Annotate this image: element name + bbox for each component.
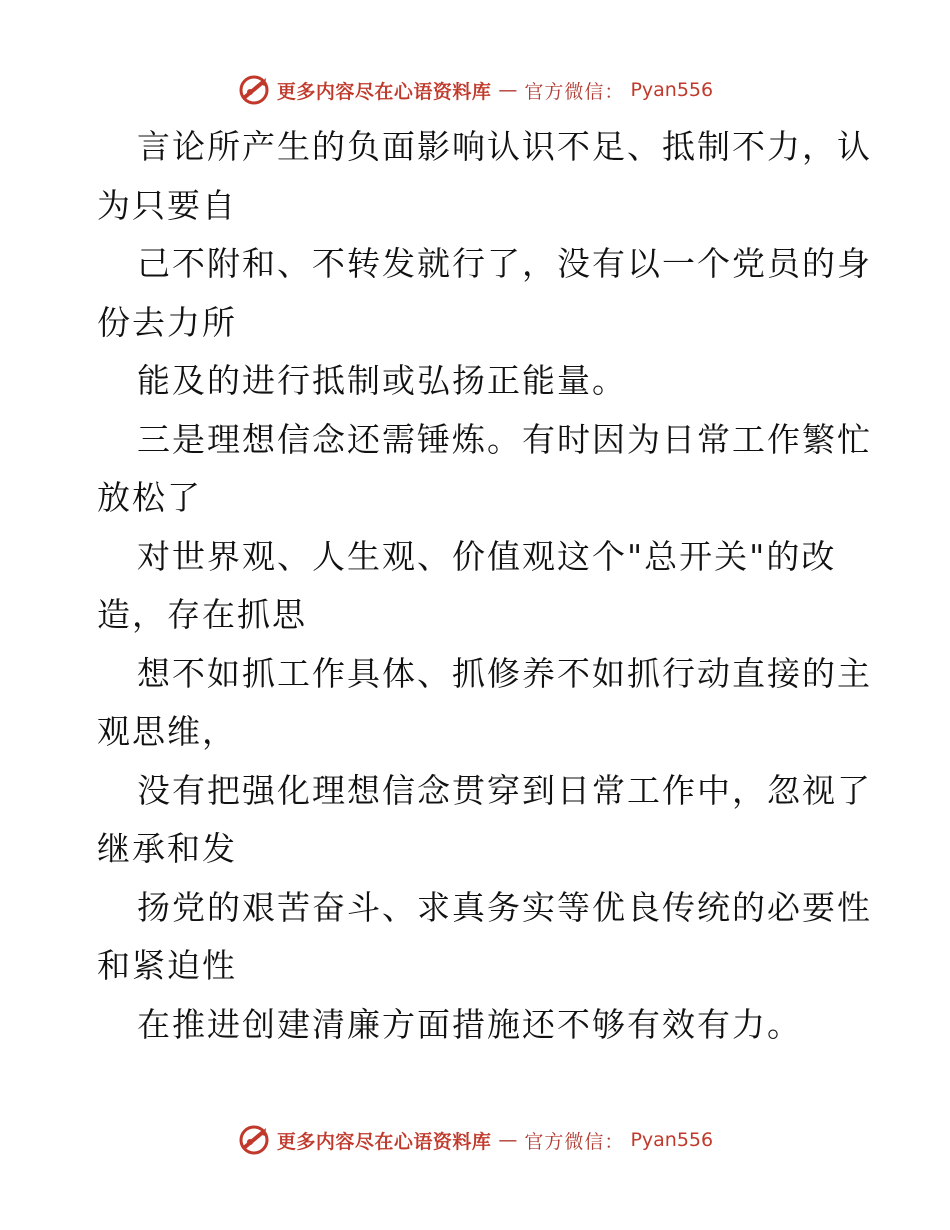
footer-contact-id: Pyan556 [630,1129,714,1151]
text-line: 在推进创建清廉方面措施还不够有效有力。 [137,1004,802,1044]
footer-contact-label: 官方微信： [524,1130,625,1153]
footer-main-text: 更多内容尽在心语资料库 [276,1130,492,1153]
text-line: 放松了 [97,478,202,517]
text-line: 继承和发 [97,829,237,868]
text-line: 没有把强化理想信念贯穿到日常工作中，忽视了 [137,770,872,810]
text-line: 扬党的艰苦奋斗、求真务实等优良传统的必要性 [137,887,872,927]
text-line: 造，存在抓思 [97,595,307,634]
logo-icon [237,1123,271,1157]
text-line: 言论所产生的负面影响认识不足、抵制不力，认 [137,127,872,166]
footer-watermark [0,1120,950,1160]
text-line: 观思维， [97,712,237,751]
text-line: 对世界观、人生观、价值观这个"总开关"的改 [137,536,837,576]
header-contact-label: 官方微信： [524,80,625,103]
text-line: 为只要自 [97,185,237,225]
header-watermark [0,70,950,110]
logo-icon [237,73,271,107]
body-text [97,118,872,1054]
text-line: 己不附和、不转发就行了，没有以一个党员的身 [137,244,872,283]
header-main-text: 更多内容尽在心语资料库 [276,80,492,103]
text-line: 和紧迫性 [97,946,237,985]
text-line: 三是理想信念还需锤炼。有时因为日常工作繁忙 [137,419,872,459]
text-line: 能及的进行抵制或弘扬正能量。 [137,361,627,400]
footer-dash: — [498,1129,518,1151]
text-line: 想不如抓工作具体、抓修养不如抓行动直接的主 [137,653,872,693]
header-contact-id: Pyan556 [630,79,714,101]
text-line: 份去力所 [97,302,237,342]
header-dash: — [498,79,518,101]
